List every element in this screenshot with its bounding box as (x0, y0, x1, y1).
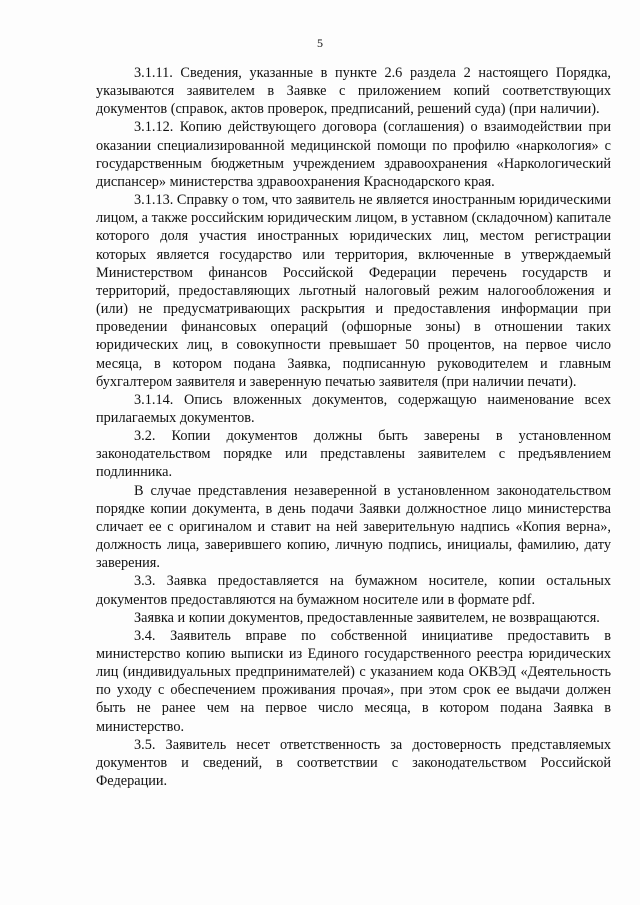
document-body (96, 64, 611, 790)
paragraph-3-1-13: 3.1.13. Справку о том, что заявитель не является иностранным юридическими лицом, а также российским юридическим лицом, в уставном (складочном) капитале которого доля участия иностранных юридических лиц, местом регистрации которых является государство или территория, включенные в утверждаемый Министерством финансов Российской Федерации перечень государств и территорий, предоставляющих льготный налоговый режим налогообложения и (или) не предусматривающих раскрытия и предоставления информации при проведении финансовых операций (офшорные зоны) в отношении таких юридических лиц, в совокупности превышает 50 процентов, на первое число месяца, в котором подана Заявка, подписанную руководителем и главным бухгалтером заявителя и заверенную печатью заявителя (при наличии печати). (96, 192, 611, 390)
page-number: 5 (317, 36, 323, 50)
paragraph-3-1-14: 3.1.14. Опись вложенных документов, содержащую наименование всех прилагаемых документов. (96, 391, 611, 426)
paragraph-not-returned: Заявка и копии документов, предоставленные заявителем, не возвращаются. (134, 609, 600, 626)
paragraph-certification: В случае представления незаверенной в установленном законодательством порядке копии документа, в день подачи Заявки должностное лицо министерства сличает ее с оригиналом и ставит на ней заверительную надпись «Копия верна», должность лица, заверившего копию, личную подпись, инициалы, фамилию, дату заверения. (96, 482, 611, 572)
paragraph-3-4: 3.4. Заявитель вправе по собственной инициативе предоставить в министерство копию выписки из Единого государственного реестра юридических лиц (индивидуальных предпринимателей) с указанием кода ОКВЭД «Деятельность по уходу с обеспечением проживания прочая», при этом срок ее выдачи должен быть не ранее чем на первое число месяца, в котором подана Заявка в министерство. (96, 627, 611, 735)
paragraph-3-5: 3.5. Заявитель несет ответственность за достоверность представляемых документов и сведений, в соответствии с законодательством Российской Федерации. (96, 736, 611, 790)
paragraph-3-1-12: 3.1.12. Копию действующего договора (соглашения) о взаимодействии при оказании специализированной медицинской помощи по профилю «наркология» с государственным бюджетным учреждением здравоохранения «Наркологический диспансер» министерства здравоохранения Краснодарского края. (96, 119, 611, 190)
paragraph-3-3: 3.3. Заявка предоставляется на бумажном носителе, копии остальных документов предоставляются на бумажном носителе или в формате pdf. (96, 573, 611, 608)
paragraph-3-1-11: 3.1.11. Сведения, указанные в пункте 2.6 раздела 2 настоящего Порядка, указываются заявителем в Заявке с приложением копий соответствующих документов (справок, актов проверок, предписаний, решений суда) (при наличии). (96, 65, 611, 118)
paragraph-3-2: 3.2. Копии документов должны быть заверены в установленном законодательством порядке или представлены заявителем с предъявлением подлинника. (96, 428, 611, 481)
